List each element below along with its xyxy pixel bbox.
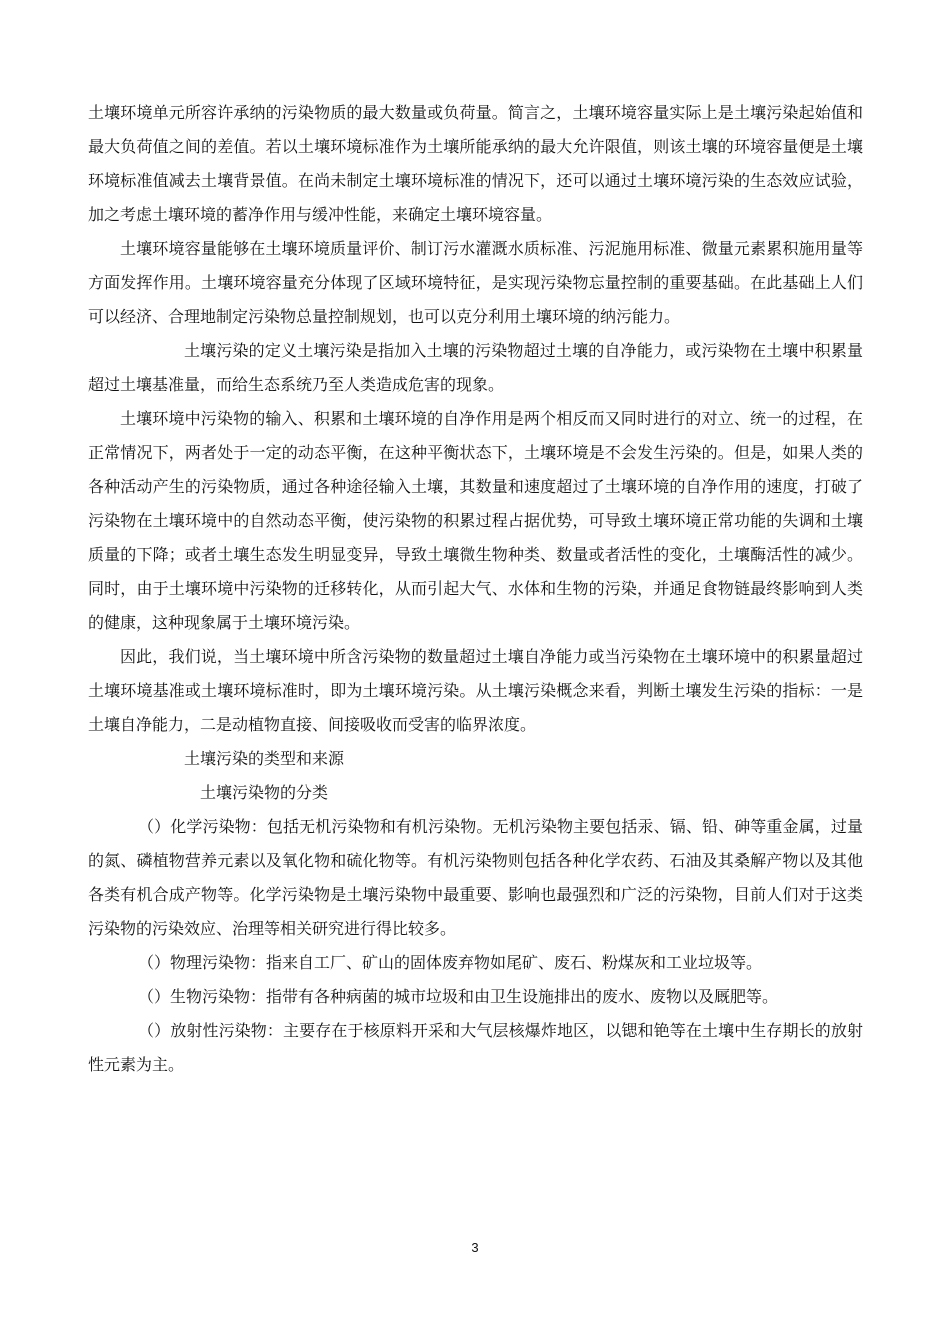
list-item-radioactive: （）放射性污染物：主要存在于核原料开采和大气层核爆炸地区，以锶和铯等在土壤中生存期长的放射性元素为主。	[88, 1021, 863, 1074]
paragraph-pollution-process: 土壤环境中污染物的输入、积累和土壤环境的自净作用是两个相反而又同时进行的对立、统一的过程，在正常情况下，两者处于一定的动态平衡，在这种平衡状态下，土壤环境是不会发生污染的。但是，如果人类的各种活动产生的污染物质，通过各种途径输入土壤，其数量和速度超过了土壤环境的自净作用的速度，打破了污染物在土壤环境中的自然动态平衡，使污染物的积累过程占据优势，可导致土壤环境正常功能的失调和土壤质量的下降；或者土壤生态发生明显变异，导致土壤微生物种类、数量或者活性的变化，土壤酶活性的减少。同时，由于土壤环境中污染物的迁移转化，从而引起大气、水体和生物的污染，并通足食物链最终影响到人类的健康，这种现象属于土壤环境污染。	[88, 409, 863, 632]
paragraph-capacity-usage: 土壤环境容量能够在土壤环境质量评价、制订污水灌溉水质标准、污泥施用标准、微量元素累积施用量等方面发挥作用。土壤环境容量充分体现了区域环境特征，是实现污染物忘量控制的重要基础。在此基础上人们可以经济、合理地制定污染物总量控制规划，也可以克分利用土壤环境的纳污能力。	[88, 239, 863, 326]
list-item-chemical: （）化学污染物：包括无机污染物和有机污染物。无机污染物主要包括汞、镉、铅、砷等重金属，过量的氮、磷植物营养元素以及氧化物和硫化物等。有机污染物则包括各种化学农药、石油及其桑解产物以及其他各类有机合成产物等。化学污染物是土壤污染物中最重要、影响也最强烈和广泛的污染物，目前人们对于这类污染物的污染效应、治理等相关研究进行得比较多。	[88, 817, 863, 938]
list-item-physical: （）物理污染物：指来自工厂、矿山的固体废弃物如尾矿、废石、粉煤灰和工业垃圾等。	[138, 953, 763, 972]
paragraph-pollution-definition: 土壤污染的定义土壤污染是指加入土壤的污染物超过土壤的自净能力，或污染物在土壤中积累量超过土壤基准量，而给生态系统乃至人类造成危害的现象。	[88, 341, 863, 394]
page-body	[88, 96, 863, 1082]
subsection-heading-classification: 土壤污染物的分类	[200, 783, 329, 802]
list-item-biological: （）生物污染物：指带有各种病菌的城市垃圾和由卫生设施排出的废水、废物以及厩肥等。	[138, 987, 779, 1006]
paragraph-environment-capacity: 土壤环境单元所容许承纳的污染物质的最大数量或负荷量。简言之，土壤环境容量实际上是土壤污染起始值和最大负荷值之间的差值。若以土壤环境标准作为土壤所能承纳的最大允许限值，则该土壤的环境容量便是土壤环境标准值减去土壤背景值。在尚未制定土壤环境标准的情况下，还可以通过土壤环境污染的生态效应试验，加之考虑土壤环境的蓄净作用与缓冲性能，来确定土壤环境容量。	[88, 103, 863, 224]
page-number: 3	[471, 1240, 479, 1255]
paragraph-pollution-criteria: 因此，我们说，当土壤环境中所含污染物的数量超过土壤自净能力或当污染物在土壤环境中的积累量超过土壤环境基准或土壤环境标准时，即为土壤环境污染。从土壤污染概念来看，判断土壤发生污染的指标：一是土壤自净能力，二是动植物直接、间接吸收而受害的临界浓度。	[88, 647, 863, 734]
section-heading-types-sources: 土壤污染的类型和来源	[184, 749, 345, 768]
